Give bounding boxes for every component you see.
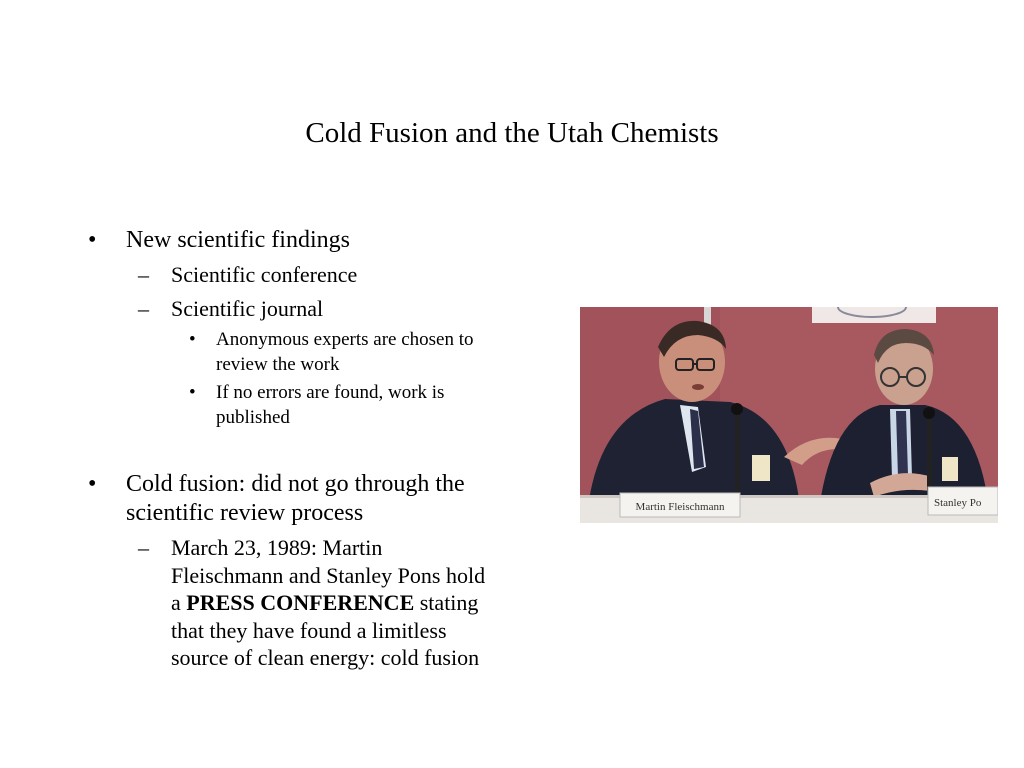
line-text: stating	[414, 590, 479, 615]
sub-bullet-line: Fleischmann and Stanley Pons hold	[171, 562, 486, 588]
sub-bullet-item	[88, 534, 558, 672]
nameplate-right: Stanley Po	[934, 497, 982, 509]
bullet-text: New scientific findings	[126, 227, 350, 253]
sub-bullet-item	[88, 295, 558, 323]
bullet-marker: •	[88, 471, 97, 497]
sub-bullet-line: source of clean energy: cold fusion	[171, 645, 480, 670]
dash-marker: –	[138, 295, 149, 321]
slide-body	[88, 226, 558, 672]
slide-title: Cold Fusion and the Utah Chemists	[305, 117, 719, 149]
dash-marker: –	[138, 535, 149, 560]
bullet-marker: •	[189, 329, 196, 350]
dash-marker: –	[138, 262, 149, 287]
sub-sub-bullet-line: Anonymous experts are chosen to	[216, 329, 474, 350]
sub-sub-bullet-line: published	[216, 406, 290, 428]
sub-sub-bullet-item	[88, 381, 558, 430]
bullet-item	[88, 226, 558, 255]
line-text: a	[171, 590, 187, 615]
sub-bullet-line: that they have found a limitless	[171, 617, 447, 643]
bullet-line: Cold fusion: did not go through the	[126, 471, 465, 497]
sub-sub-bullet-line: review the work	[216, 353, 340, 375]
press-conference-emphasis: PRESS CONFERENCE	[186, 590, 415, 615]
sub-bullet-item	[88, 261, 558, 289]
sub-bullet-line	[171, 589, 558, 617]
sub-bullet-text: Scientific journal	[171, 295, 324, 321]
press-conference-photo	[580, 307, 998, 523]
sub-sub-bullet-line: If no errors are found, work is	[216, 382, 445, 403]
bullet-marker: •	[189, 382, 196, 403]
nameplate-left: Martin Fleischmann	[635, 501, 725, 513]
bullet-item	[88, 470, 558, 528]
sub-bullet-line: March 23, 1989: Martin	[171, 535, 383, 560]
sub-bullet-text: Scientific conference	[171, 262, 358, 287]
bullet-marker: •	[88, 227, 97, 253]
bullet-line: scientific review process	[126, 500, 364, 526]
sub-sub-bullet-item	[88, 328, 558, 377]
